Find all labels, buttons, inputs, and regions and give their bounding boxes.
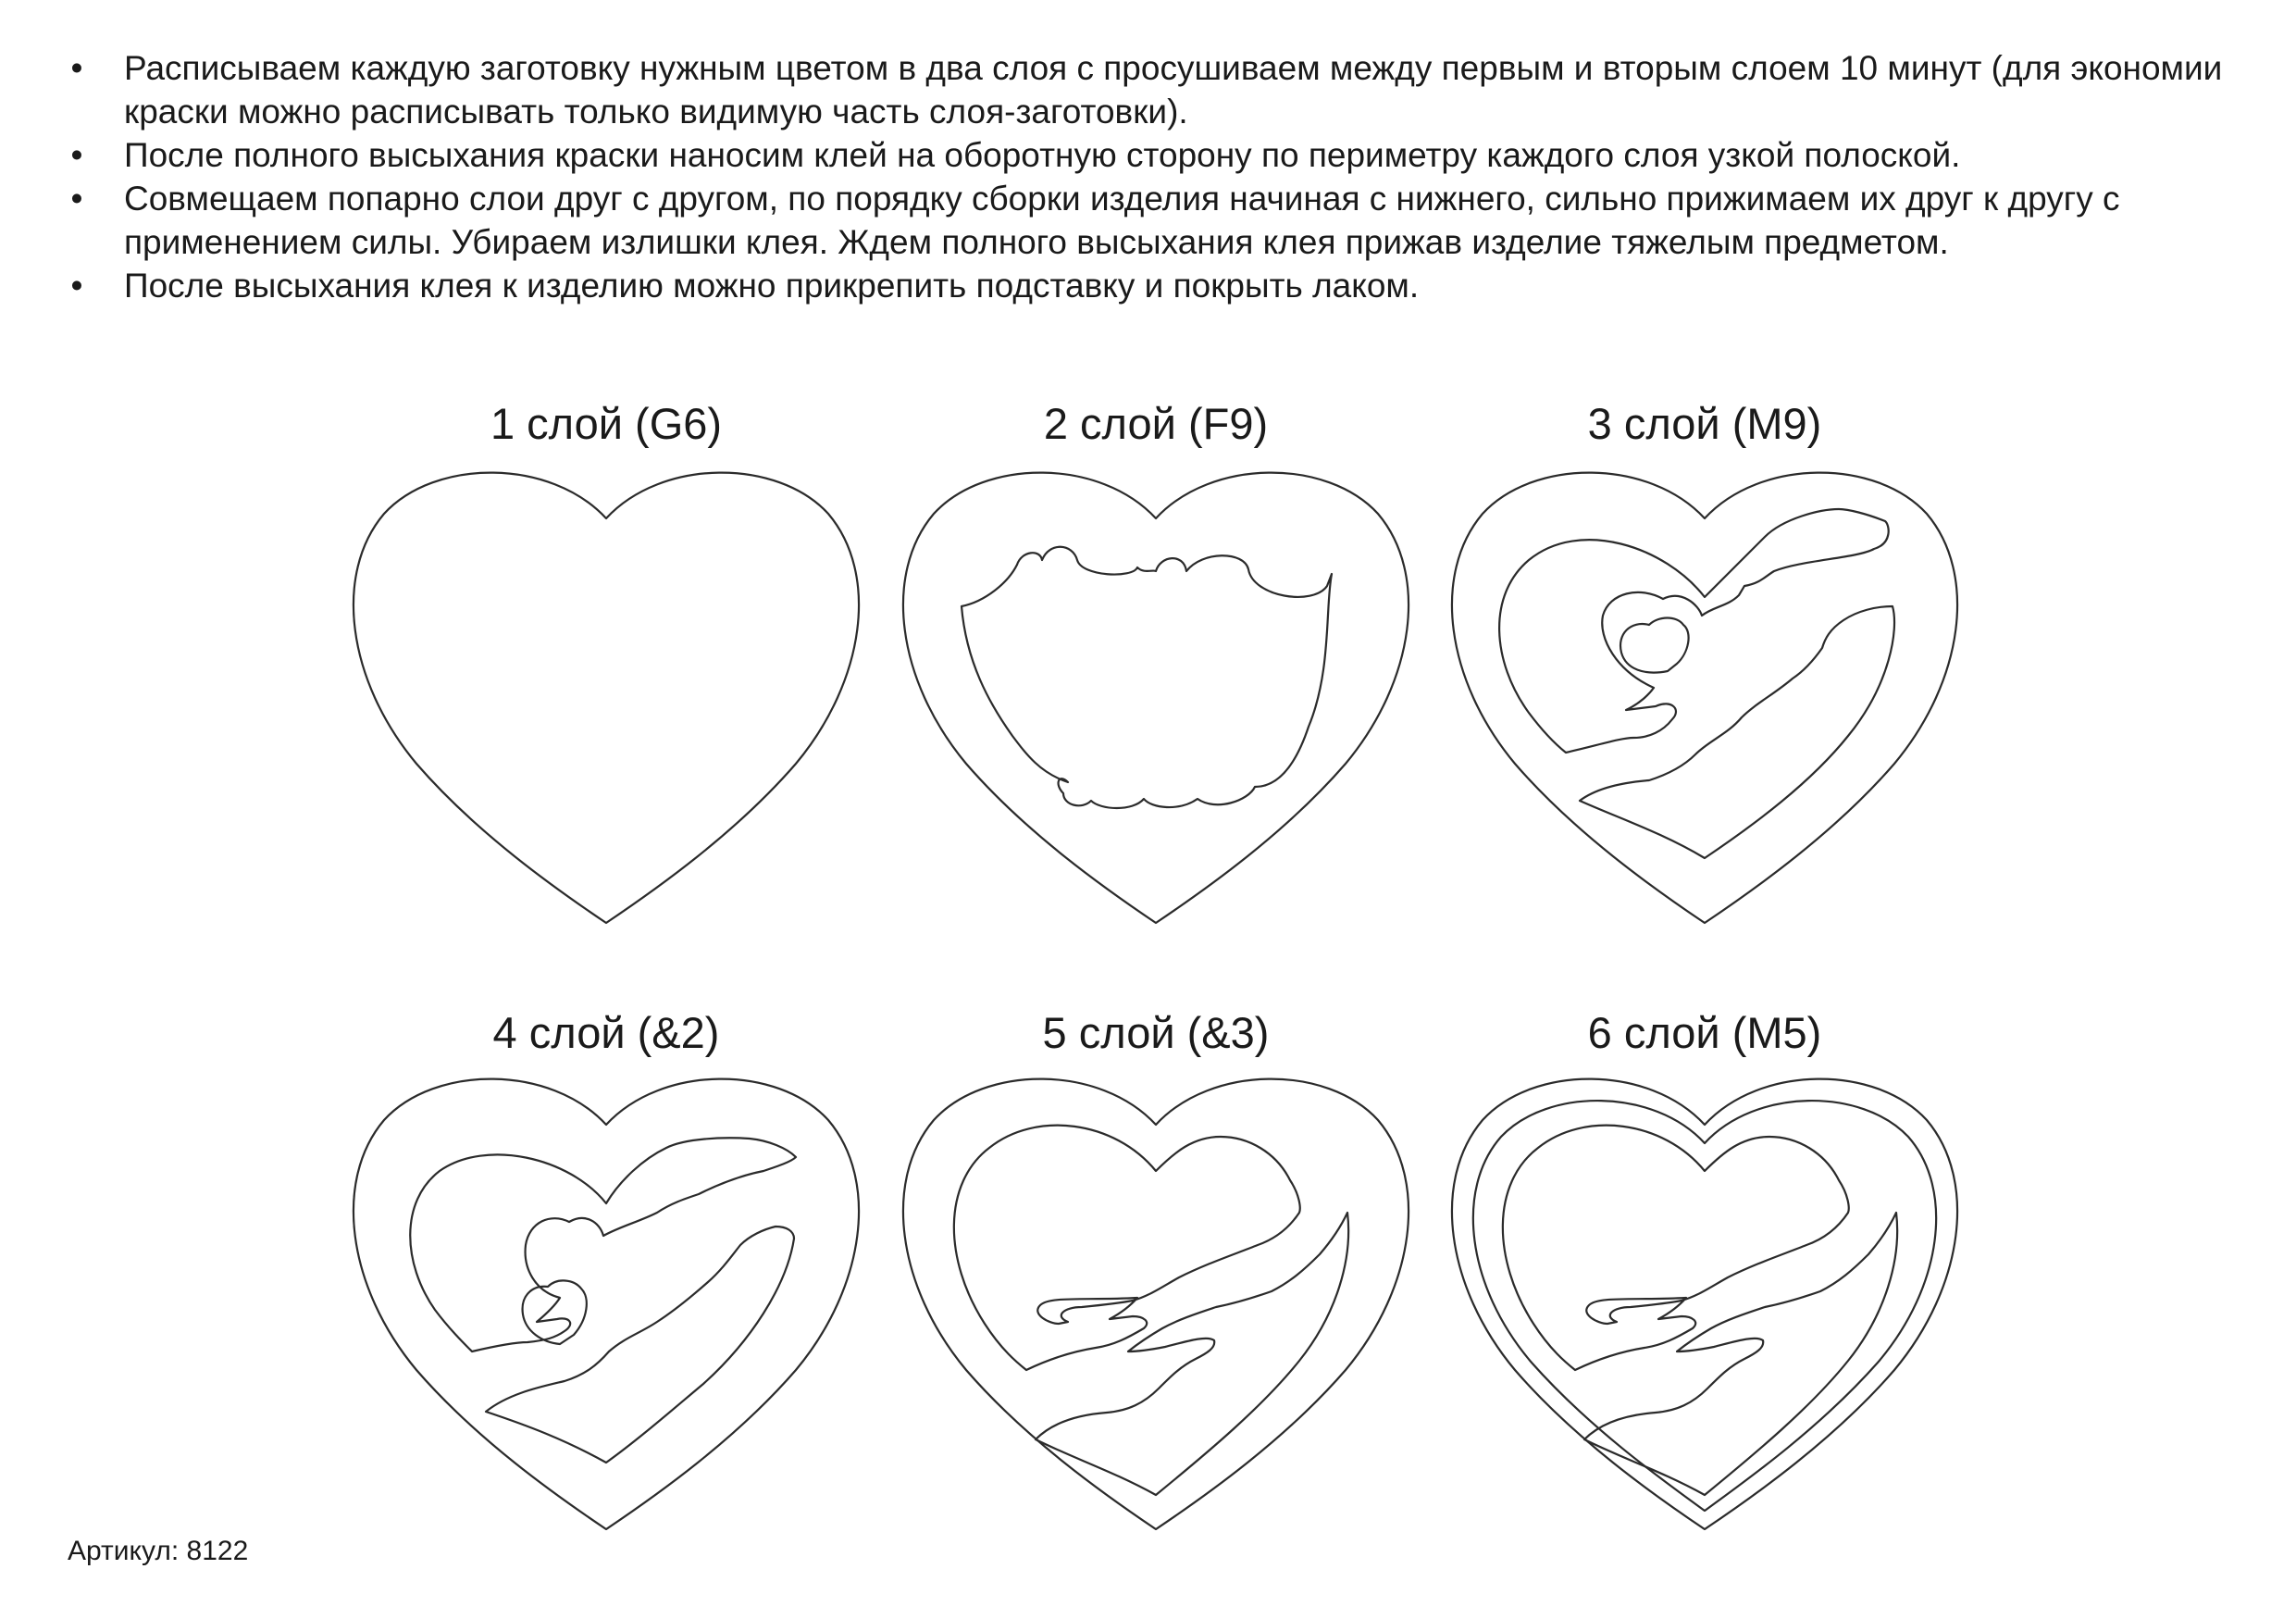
layer-5-heart-icon bbox=[901, 1074, 1410, 1532]
window-cutout-lower bbox=[1580, 606, 1894, 858]
instruction-item bbox=[63, 177, 2265, 264]
instruction-text: После высыхания клея к изделию можно прикрепить подставку и покрыть лаком. bbox=[124, 267, 1420, 305]
window-cutout bbox=[1503, 1126, 1849, 1370]
instruction-item bbox=[63, 264, 2265, 307]
layer-6-title: 6 слой (M5) bbox=[1587, 1008, 1822, 1057]
window-cutout-lower bbox=[486, 1227, 794, 1463]
bullet: • bbox=[70, 136, 83, 174]
layer-3-heart-icon bbox=[1450, 467, 1959, 926]
layer-2-title: 2 слой (F9) bbox=[1043, 399, 1269, 448]
instruction-text: Совмещаем попарно слои друг с другом, по порядку сборки изделия начиная с нижнего, сильно прижимаем их друг к другу с применением силы. Убираем излишки клея. Ждем полного высыхания клея прижав изделие тяжелым предметом. bbox=[124, 180, 2120, 261]
cloud-cutout bbox=[962, 547, 1332, 808]
inner-outline bbox=[1473, 1101, 1936, 1511]
bullet: • bbox=[70, 180, 83, 218]
layer-5-title: 5 слой (&3) bbox=[1042, 1008, 1270, 1057]
instruction-item bbox=[63, 46, 2265, 133]
layer-3-title: 3 слой (M9) bbox=[1587, 399, 1822, 448]
window-cutout-lower bbox=[1584, 1213, 1897, 1495]
outer-outline bbox=[354, 473, 859, 923]
bullet: • bbox=[70, 267, 83, 305]
instruction-text: После полного высыхания краски наносим клей на оборотную сторону по периметру каждого слоя узкой полоской. bbox=[124, 136, 1961, 174]
outer-outline bbox=[903, 473, 1409, 923]
layer-1-title: 1 слой (G6) bbox=[490, 399, 723, 448]
layer-6-heart-icon bbox=[1450, 1074, 1959, 1532]
bullet: • bbox=[70, 49, 83, 87]
layer-1-heart-icon bbox=[352, 467, 861, 926]
article-number: Артикул: 8122 bbox=[68, 1536, 249, 1566]
window-cutout bbox=[410, 1138, 796, 1351]
instruction-text: Расписываем каждую заготовку нужным цветом в два слоя с просушиваем между первым и вторым слоем 10 минут (для экономии краски можно расписывать только видимую часть слоя-заготовки). bbox=[124, 49, 2223, 131]
held-heart bbox=[523, 1280, 587, 1344]
outer-outline bbox=[1452, 473, 1957, 923]
layer-4-heart-icon bbox=[352, 1074, 861, 1532]
instruction-item bbox=[63, 133, 2265, 177]
layer-2-heart-icon bbox=[901, 467, 1410, 926]
window-cutout-lower bbox=[1036, 1213, 1348, 1495]
held-heart bbox=[1620, 618, 1689, 673]
layer-4-title: 4 слой (&2) bbox=[492, 1008, 720, 1057]
window-cutout bbox=[954, 1126, 1300, 1370]
instruction-list bbox=[63, 46, 2265, 307]
